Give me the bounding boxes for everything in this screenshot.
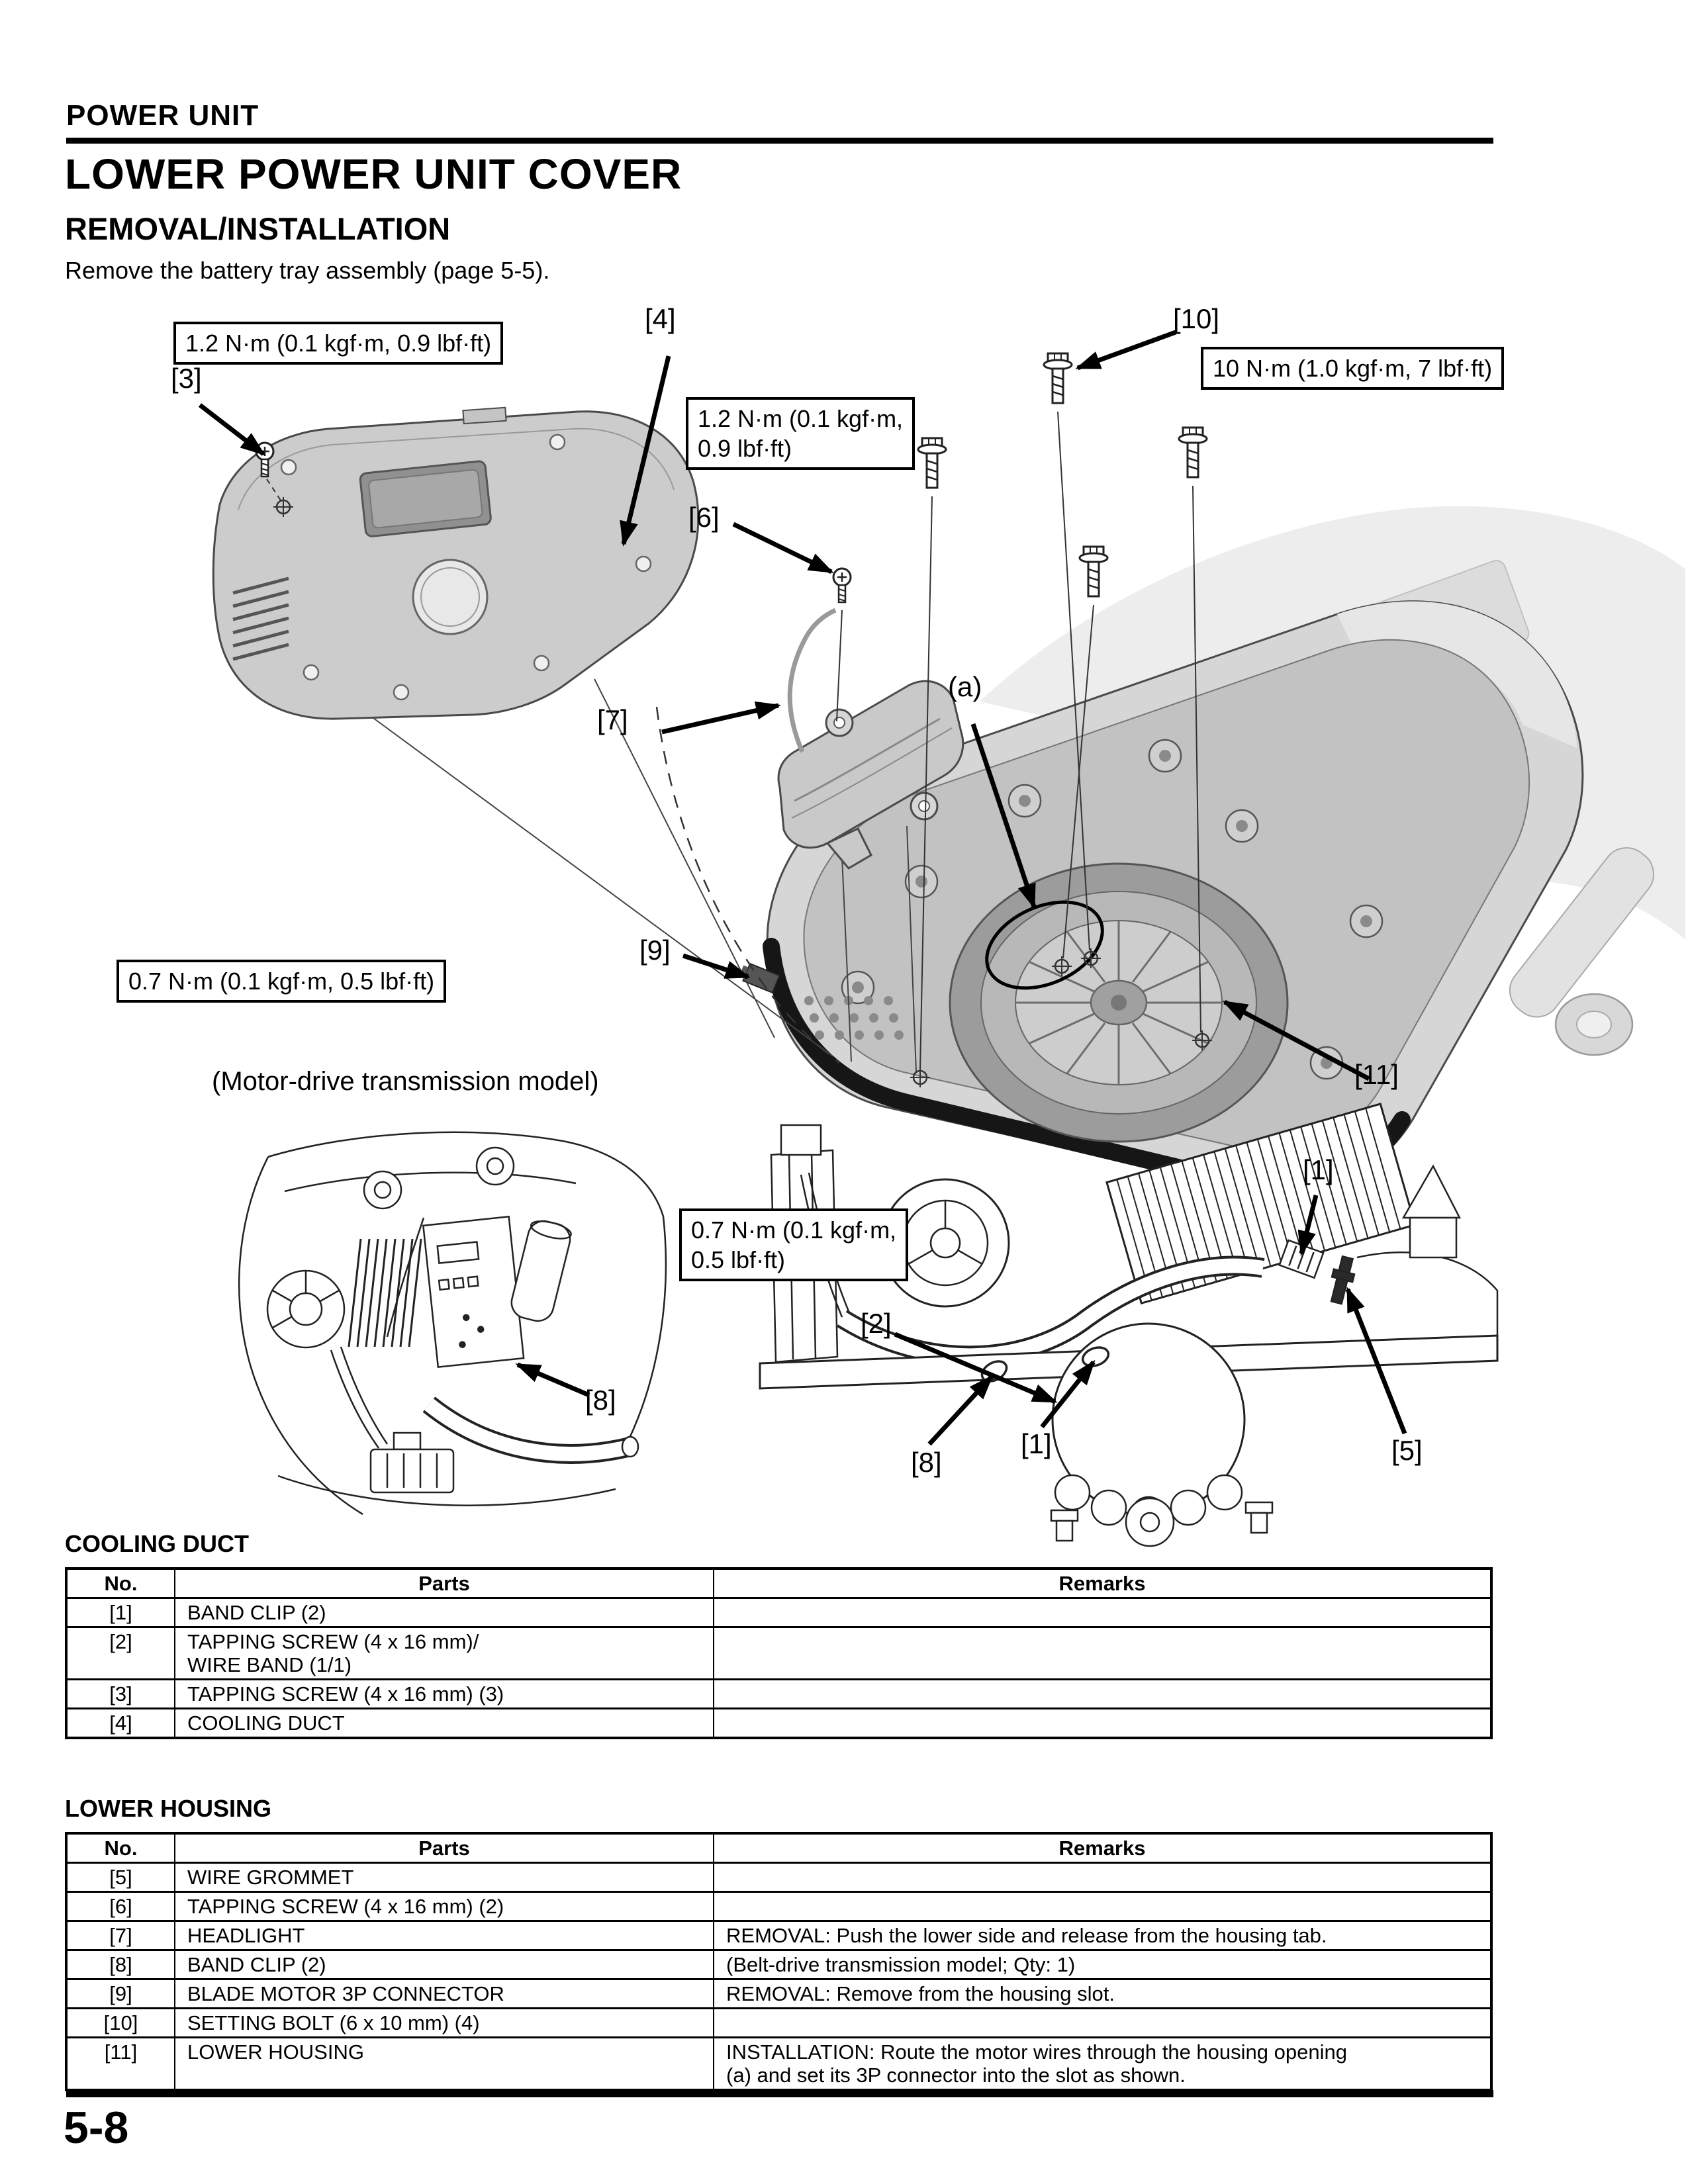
table-header-row <box>66 1569 1491 1598</box>
table-row: [7] HEADLIGHT REMOVAL: Push the lower side and release from the housing tab. <box>66 1921 1491 1950</box>
intro-text: Remove the battery tray assembly (page 5-5). <box>65 257 550 284</box>
page-title: LOWER POWER UNIT COVER <box>65 150 682 198</box>
cooling-duct-drawing <box>213 408 698 719</box>
callout-3: [3] <box>171 363 202 394</box>
callout-6: [6] <box>688 502 720 533</box>
cooling-duct-table <box>65 1567 1493 1739</box>
bolt-icon <box>918 438 946 488</box>
bolt-icon <box>1179 428 1207 477</box>
table-row: [1] BAND CLIP (2) <box>66 1598 1491 1627</box>
table-title-lower-housing: LOWER HOUSING <box>65 1795 271 1822</box>
callout-5: [5] <box>1391 1435 1423 1466</box>
callout-8-bottom: [8] <box>911 1447 942 1478</box>
subsection-title: REMOVAL/INSTALLATION <box>65 211 451 246</box>
table-row: [3] TAPPING SCREW (4 x 16 mm) (3) <box>66 1680 1491 1709</box>
callout-1-bottom: [1] <box>1021 1428 1052 1459</box>
bolt-icon <box>1044 353 1072 403</box>
torque-label-setting-bolts: 10 N·m (1.0 kgf·m, 7 lbf·ft) <box>1201 347 1504 390</box>
footer-rule <box>66 2090 1493 2097</box>
torque-label-lower-housing: 0.7 N·m (0.1 kgf·m, 0.5 lbf·ft) <box>117 960 446 1003</box>
callout-2: [2] <box>861 1308 892 1339</box>
callout-10: [10] <box>1173 303 1220 334</box>
table-row: [11] LOWER HOUSING INSTALLATION: Route the motor wires through the housing opening (a) and set its 3P connector into the slot as shown. <box>66 2038 1491 2091</box>
torque-label-belt-drive: 0.7 N·m (0.1 kgf·m, 0.5 lbf·ft) <box>679 1208 908 1281</box>
callout-9: [9] <box>639 934 671 966</box>
page-number: 5-8 <box>64 2103 129 2153</box>
callout-4: [4] <box>645 303 676 334</box>
col-header-no: No. <box>66 1569 175 1598</box>
col-header-remarks: Remarks <box>714 1569 1491 1598</box>
table-row: [8] BAND CLIP (2) (Belt-drive transmission model; Qty: 1) <box>66 1950 1491 1979</box>
table-title-cooling-duct: COOLING DUCT <box>65 1530 249 1557</box>
callout-11: [11] <box>1354 1059 1399 1090</box>
col-header-parts: Parts <box>175 1833 714 1863</box>
section-header: POWER UNIT <box>66 99 259 132</box>
col-header-no: No. <box>66 1833 175 1863</box>
col-header-parts: Parts <box>175 1569 714 1598</box>
table-row: [10] SETTING BOLT (6 x 10 mm) (4) <box>66 2009 1491 2038</box>
torque-label-cooling-duct-screws: 1.2 N·m (0.1 kgf·m, 0.9 lbf·ft) <box>173 322 503 365</box>
torque-label-headlight-screws: 1.2 N·m (0.1 kgf·m, 0.9 lbf·ft) <box>686 397 915 470</box>
motor-drive-caption: (Motor-drive transmission model) <box>212 1067 599 1096</box>
table-row: [5] WIRE GROMMET <box>66 1863 1491 1892</box>
callout-a: (a) <box>948 671 982 702</box>
callout-8-motor-drive: [8] <box>585 1385 616 1416</box>
motor-drive-model-drawing <box>239 1132 666 1514</box>
header-rule <box>66 138 1493 144</box>
callout-7: [7] <box>597 704 628 735</box>
table-row: [9] BLADE MOTOR 3P CONNECTOR REMOVAL: Remove from the housing slot. <box>66 1979 1491 2009</box>
lower-housing-table <box>65 1832 1493 2091</box>
table-row: [2] TAPPING SCREW (4 x 16 mm)/ WIRE BAND (1/1) <box>66 1627 1491 1680</box>
col-header-remarks: Remarks <box>714 1833 1491 1863</box>
table-row: [6] TAPPING SCREW (4 x 16 mm) (2) <box>66 1892 1491 1921</box>
tapping-screw-icon <box>833 569 851 602</box>
table-row: [4] COOLING DUCT <box>66 1709 1491 1739</box>
bolt-icon <box>1080 547 1107 596</box>
callout-1-top: [1] <box>1303 1154 1334 1185</box>
table-header-row <box>66 1833 1491 1863</box>
